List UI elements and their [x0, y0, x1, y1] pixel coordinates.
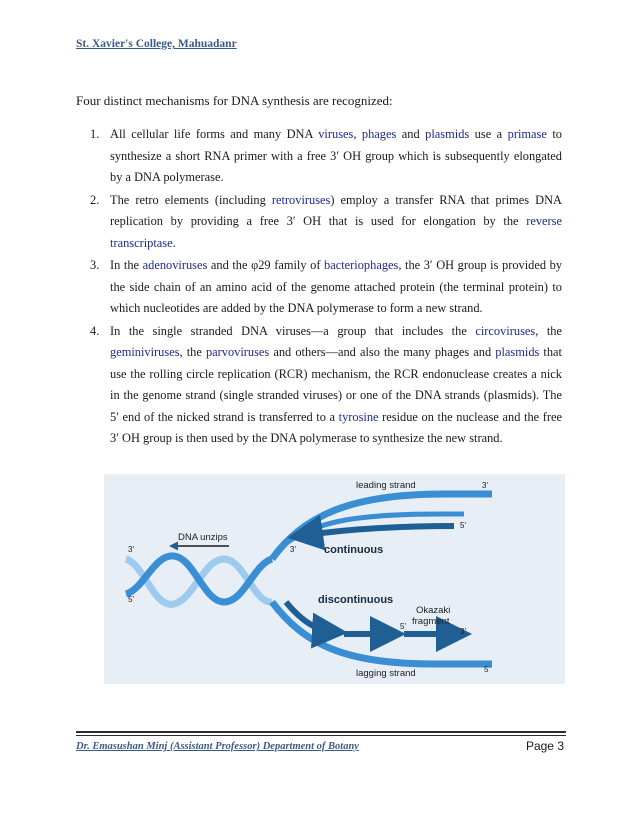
term-link[interactable]: parvoviruses	[205, 345, 270, 359]
okazaki-label: Okazaki	[416, 605, 451, 616]
helix-3prime-label: 3'	[128, 545, 134, 554]
list-item-text: In the	[110, 258, 143, 272]
dna-unzips-label: DNA unzips	[178, 532, 228, 543]
list-item	[76, 124, 562, 189]
list-item-text: In the single stranded DNA viruses—a group that includes the	[110, 323, 476, 338]
dna-replication-figure	[104, 474, 565, 684]
list-item	[76, 190, 562, 255]
footer-author: Dr. Emasushan Minj (Assistant Professor) Department of Botany	[76, 741, 359, 752]
leading-3prime-label: 3'	[482, 481, 488, 490]
term-link[interactable]: bacteriophages	[324, 258, 399, 272]
list-item-text: ,	[353, 127, 362, 141]
term-link[interactable]: primase	[507, 127, 547, 141]
helix-strand-dark	[126, 556, 272, 602]
list-item-text: ) employ a transfer RNA that primes DNA replication by providing a free 3′ OH that is used for elongation by the	[110, 192, 563, 228]
okazaki-3prime-label: 3'	[460, 627, 466, 636]
discontinuous-label: discontinuous	[318, 594, 394, 606]
list-item-text: All cellular life forms and many DNA	[110, 127, 319, 141]
continuous-label: continuous	[324, 544, 384, 556]
term-link[interactable]: retroviruses	[271, 192, 331, 207]
list-item-text: and	[396, 127, 426, 141]
list-item-text: The retro elements (including	[110, 192, 272, 207]
lagging-5prime-label: 5'	[484, 665, 490, 674]
list-item	[76, 321, 562, 450]
list-item-text: that use the rolling circle replication (RCR) mechanism, the RCR endonuclease creates a nick in the genome strand (single stranded viruses) or one of the DNA strands (plasmids). The 5′ end of the nicked strand is transferred to a	[110, 345, 563, 424]
term-link[interactable]: viruses	[318, 127, 354, 141]
term-link[interactable]: plasmids	[425, 127, 470, 141]
fragment-label: fragment	[412, 616, 450, 627]
list-item-number: 2.	[90, 192, 100, 207]
footer-rule	[76, 731, 566, 733]
term-link[interactable]: reverse transcriptase	[110, 214, 562, 250]
page-number: Page 3	[525, 739, 564, 753]
list-item-text: to synthesize a short RNA primer with a free 3′ OH group which is subsequently elongated by a DNA polymerase.	[110, 127, 562, 184]
list-item-text: , the	[535, 323, 562, 338]
list-item	[76, 255, 562, 320]
term-link[interactable]: geminiviruses	[110, 345, 180, 359]
mechanism-list	[76, 124, 562, 451]
leading-5prime-label: 5'	[460, 521, 466, 530]
okazaki-5prime-label: 5'	[400, 622, 406, 631]
term-link[interactable]: tyrosine	[338, 409, 379, 424]
list-item-text: and the φ29 family of	[207, 258, 325, 272]
list-item-number: 4.	[90, 323, 100, 338]
term-link[interactable]: plasmids	[495, 345, 540, 359]
lagging-strand-label: lagging strand	[356, 668, 416, 679]
footer-rule-thin	[76, 735, 566, 736]
list-item-text: residue on the nuclease and the free 3′ OH group is then used by the DNA polymerase to synthesize the new strand.	[110, 409, 562, 445]
list-item-number: 1.	[90, 127, 100, 141]
leading-strand-label: leading strand	[356, 480, 416, 491]
replication-fork-diagram	[104, 474, 565, 684]
list-item-text: , the	[179, 345, 206, 359]
helix-5prime-label: 5'	[128, 595, 134, 604]
list-item-text: .	[172, 235, 176, 250]
continuous-3prime-label: 3'	[290, 545, 296, 554]
list-item-text: and others—and also the many phages and	[269, 345, 496, 359]
term-link[interactable]: adenoviruses	[142, 258, 208, 272]
term-link[interactable]: phages	[361, 127, 397, 141]
intro-paragraph: Four distinct mechanisms for DNA synthesis are recognized:	[76, 93, 393, 108]
running-header: St. Xavier's College, Mahuadanr	[76, 38, 237, 50]
term-link[interactable]: circoviruses	[475, 323, 536, 338]
list-item-text: use a	[469, 127, 508, 141]
list-item-text: , the 3′ OH group is provided by the side chain of an amino acid of the genome attached protein (the terminal protein) to which nucleotides are added by the DNA polymerase to form a new strand.	[110, 258, 563, 315]
list-item-number: 3.	[90, 258, 100, 272]
